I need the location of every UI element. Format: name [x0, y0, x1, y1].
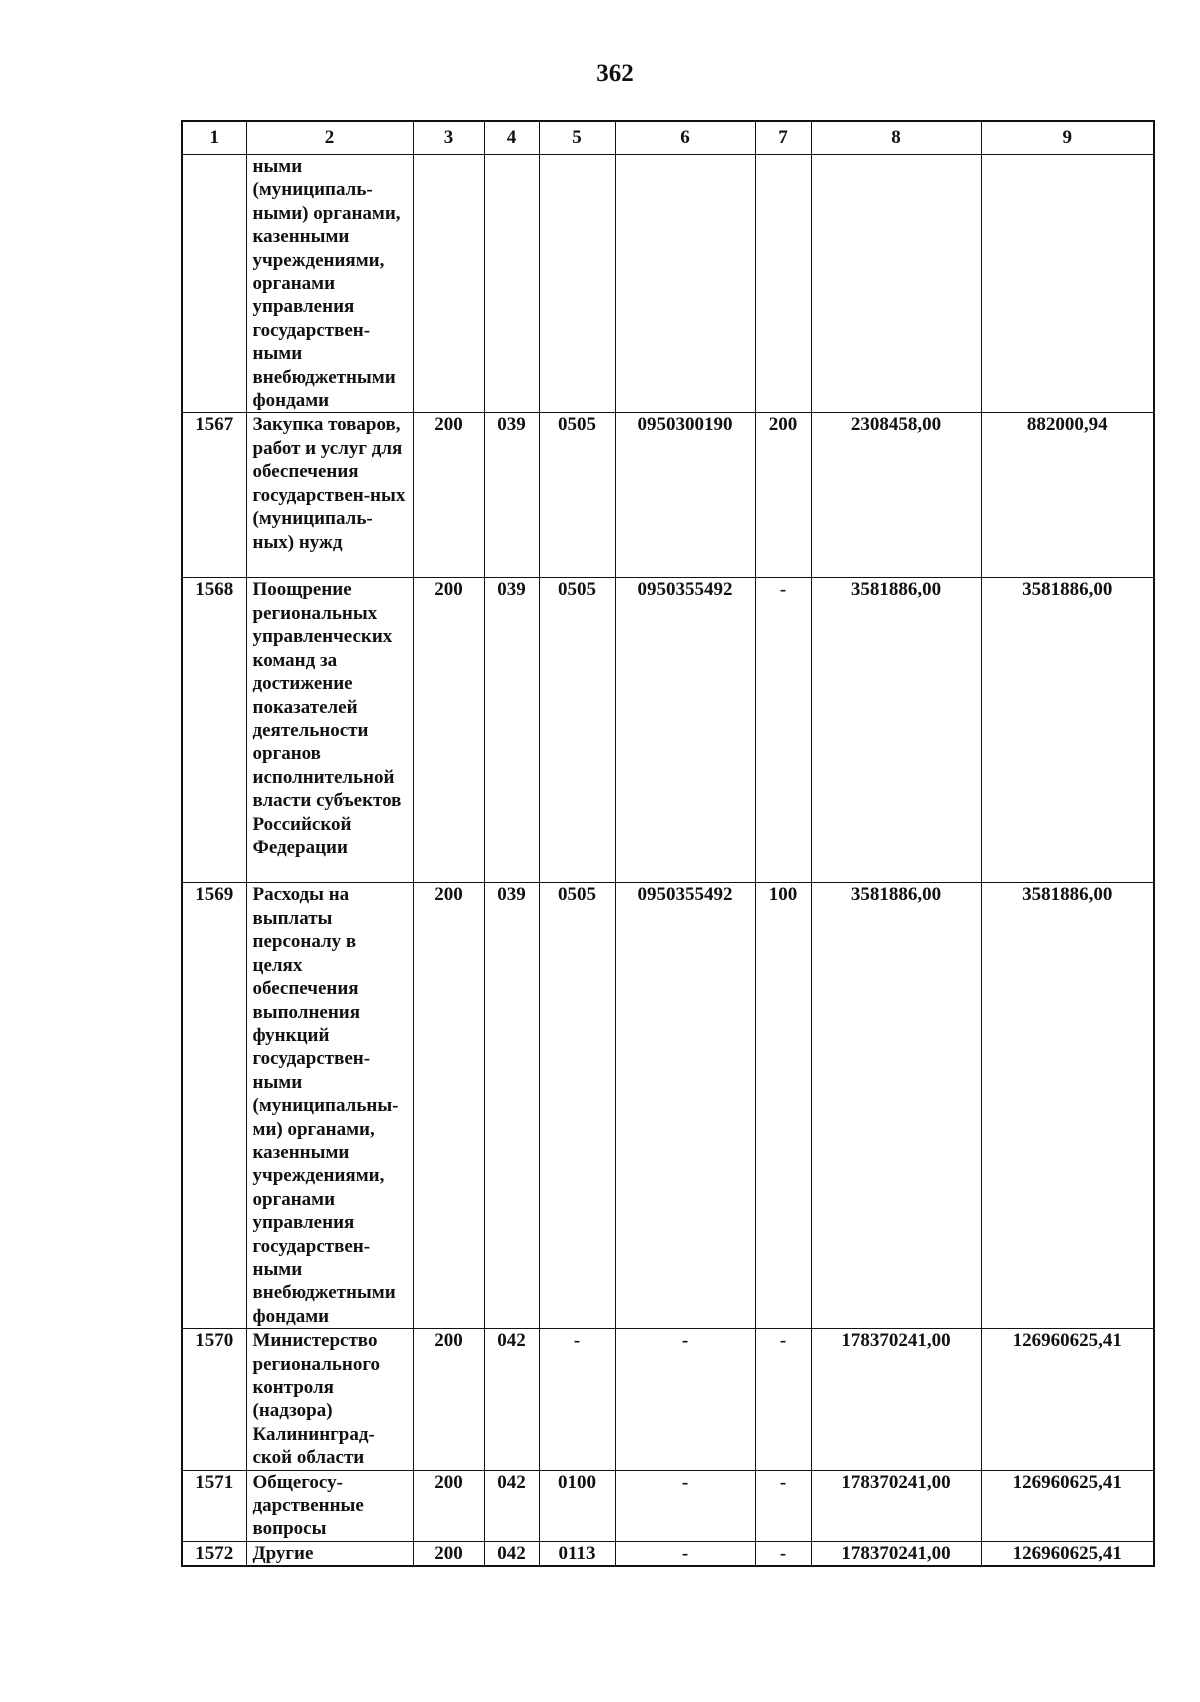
cell-col5: 0505: [539, 413, 615, 578]
cell-col9: 126960625,41: [981, 1329, 1154, 1470]
cell-col6: 0950355492: [615, 883, 755, 1329]
cell-col6: [615, 155, 755, 413]
column-header: 3: [413, 121, 484, 155]
page-number: 362: [596, 60, 634, 87]
cell-col8: 3581886,00: [811, 883, 981, 1329]
cell-col7: -: [755, 1470, 811, 1541]
table-row: [182, 155, 1154, 413]
cell-col5: 0505: [539, 578, 615, 883]
row-number: 1569: [182, 883, 246, 1329]
cell-col9: 126960625,41: [981, 1541, 1154, 1566]
cell-col6: -: [615, 1541, 755, 1566]
cell-col8: 178370241,00: [811, 1329, 981, 1470]
table-row: [182, 578, 1154, 883]
table-row: [182, 883, 1154, 1329]
table-header-row: [182, 121, 1154, 155]
cell-col3: 200: [413, 1541, 484, 1566]
row-name: Общегосу-дарственные вопросы: [246, 1470, 413, 1541]
row-number: 1568: [182, 578, 246, 883]
cell-col7: 100: [755, 883, 811, 1329]
cell-col8: 3581886,00: [811, 578, 981, 883]
cell-col5: -: [539, 1329, 615, 1470]
cell-col3: 200: [413, 413, 484, 578]
cell-col9: 3581886,00: [981, 578, 1154, 883]
row-name: ными (муниципаль-ными) органами, казенными учреждениями, органами управления государствен-ными внебюджетными фондами: [246, 155, 413, 413]
cell-col4: [484, 155, 539, 413]
cell-col4: 039: [484, 578, 539, 883]
row-name: Поощрение региональных управленческих команд за достижение показателей деятельности органов исполнительной власти субъектов Российской Федерации: [246, 578, 413, 883]
cell-col5: [539, 155, 615, 413]
cell-col9: 3581886,00: [981, 883, 1154, 1329]
row-number: 1572: [182, 1541, 246, 1566]
cell-col5: 0100: [539, 1470, 615, 1541]
row-name: Министерство регионального контроля (надзора) Калининград-ской области: [246, 1329, 413, 1470]
row-name: Другие: [246, 1541, 413, 1566]
cell-col9: 882000,94: [981, 413, 1154, 578]
cell-col7: [755, 155, 811, 413]
table-row: [182, 413, 1154, 578]
cell-col8: 2308458,00: [811, 413, 981, 578]
cell-col4: 042: [484, 1541, 539, 1566]
row-number: 1571: [182, 1470, 246, 1541]
cell-col3: 200: [413, 578, 484, 883]
cell-col3: [413, 155, 484, 413]
cell-col3: 200: [413, 1329, 484, 1470]
cell-col7: -: [755, 578, 811, 883]
cell-col3: 200: [413, 883, 484, 1329]
column-header: 4: [484, 121, 539, 155]
column-header: 1: [182, 121, 246, 155]
table-row: [182, 1470, 1154, 1541]
column-header: 2: [246, 121, 413, 155]
row-name: Закупка товаров, работ и услуг для обеспечения государствен-ных (муниципаль-ных) нужд: [246, 413, 413, 578]
row-name: Расходы на выплаты персоналу в целях обеспечения выполнения функций государствен-ными (муниципальны-ми) органами, казенными учреждениями, органами управления государствен-ными внебюджетными фондами: [246, 883, 413, 1329]
column-header: 6: [615, 121, 755, 155]
cell-col8: 178370241,00: [811, 1541, 981, 1566]
cell-col7: 200: [755, 413, 811, 578]
table-row: [182, 1541, 1154, 1566]
cell-col9: [981, 155, 1154, 413]
cell-col4: 042: [484, 1470, 539, 1541]
row-number: 1567: [182, 413, 246, 578]
cell-col4: 042: [484, 1329, 539, 1470]
cell-col3: 200: [413, 1470, 484, 1541]
cell-col5: 0505: [539, 883, 615, 1329]
budget-table: [181, 120, 1155, 1567]
row-number: [182, 155, 246, 413]
column-header: 5: [539, 121, 615, 155]
cell-col8: [811, 155, 981, 413]
row-number: 1570: [182, 1329, 246, 1470]
cell-col7: -: [755, 1541, 811, 1566]
column-header: 9: [981, 121, 1154, 155]
cell-col6: 0950300190: [615, 413, 755, 578]
cell-col5: 0113: [539, 1541, 615, 1566]
cell-col4: 039: [484, 413, 539, 578]
cell-col6: -: [615, 1470, 755, 1541]
cell-col6: 0950355492: [615, 578, 755, 883]
column-header: 8: [811, 121, 981, 155]
table-row: [182, 1329, 1154, 1470]
cell-col4: 039: [484, 883, 539, 1329]
cell-col9: 126960625,41: [981, 1470, 1154, 1541]
column-header: 7: [755, 121, 811, 155]
cell-col6: -: [615, 1329, 755, 1470]
cell-col8: 178370241,00: [811, 1470, 981, 1541]
cell-col7: -: [755, 1329, 811, 1470]
